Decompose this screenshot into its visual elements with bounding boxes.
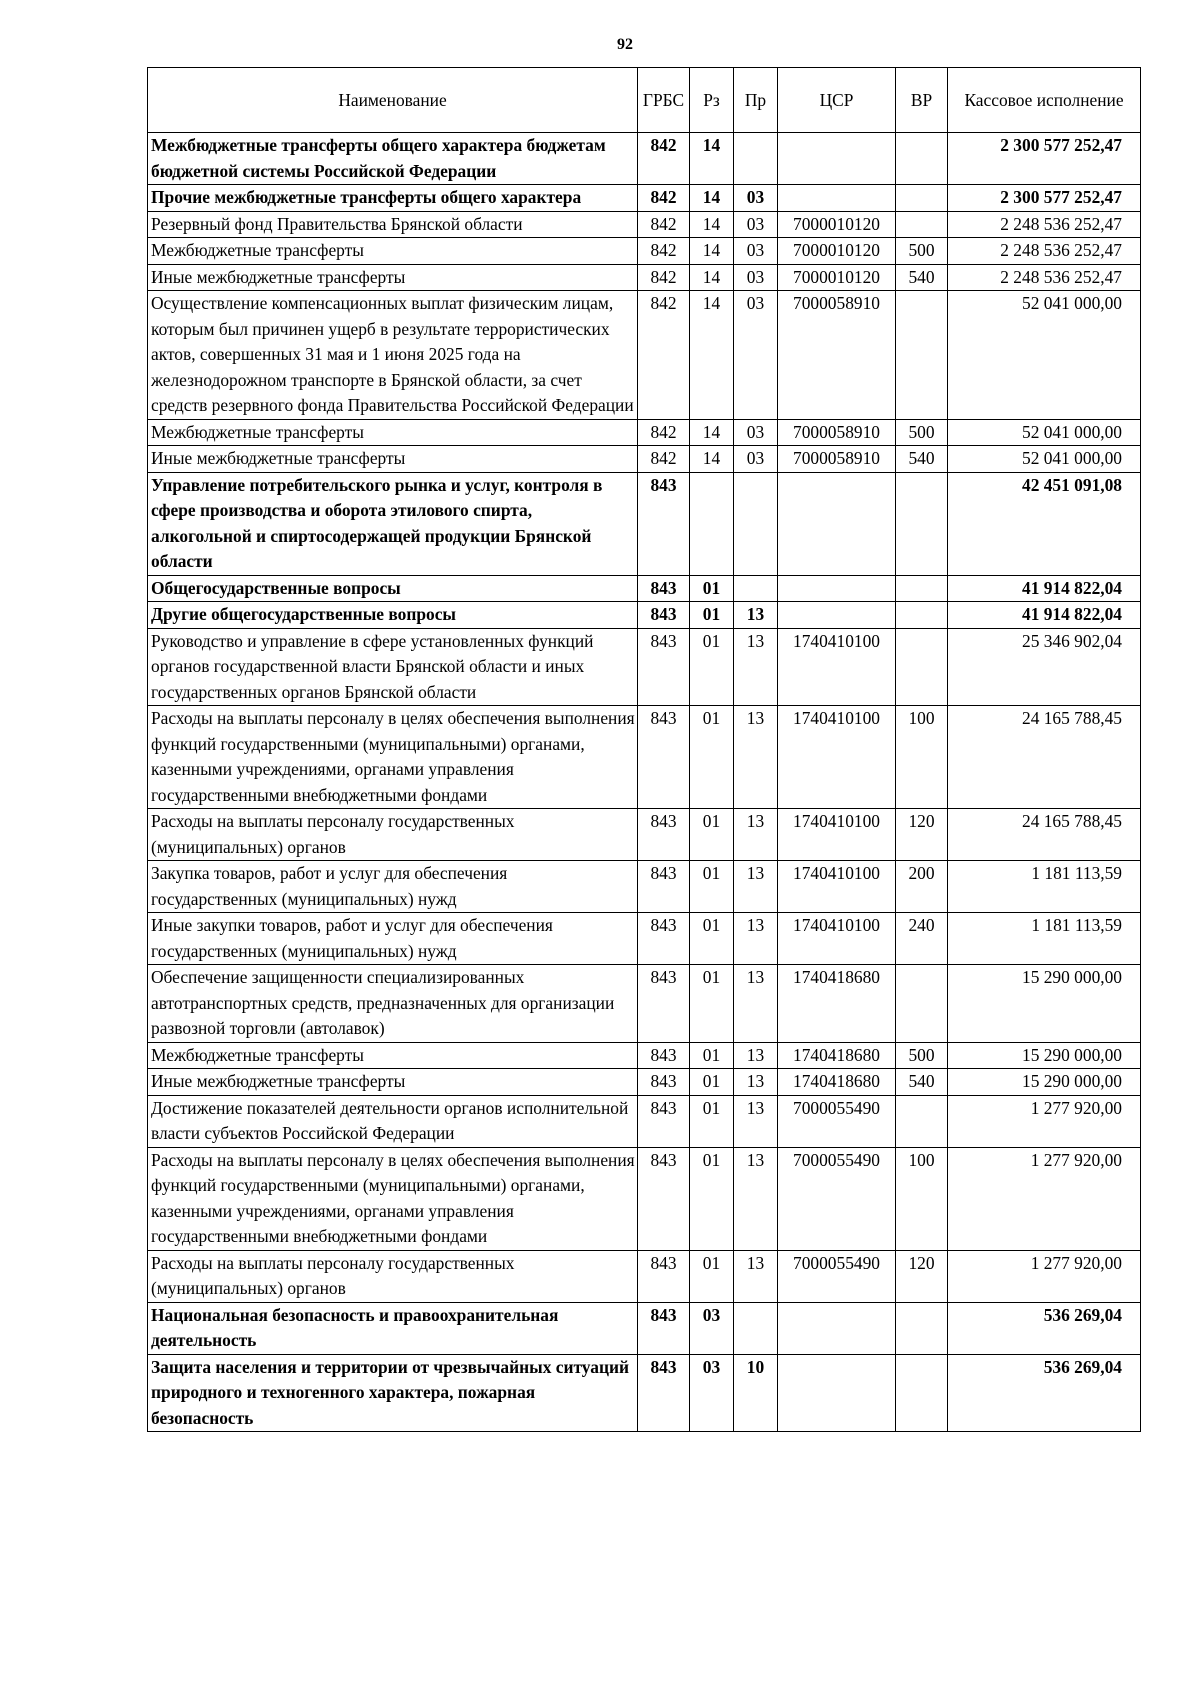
cell-name: Обеспечение защищенности специализированных автотранспортных средств, предназначенных для организации развозной торговли (автолавок)	[148, 965, 638, 1043]
table-row	[148, 575, 1141, 602]
cell-grbs: 843	[638, 861, 690, 913]
cell-csr: 1740418680	[778, 1069, 896, 1096]
cell-name: Закупка товаров, работ и услуг для обеспечения государственных (муниципальных) нужд	[148, 861, 638, 913]
cell-pr: 13	[734, 1095, 778, 1147]
cell-csr: 7000010120	[778, 211, 896, 238]
cell-rz: 14	[690, 291, 734, 420]
cell-csr	[778, 575, 896, 602]
cell-amount: 41 914 822,04	[948, 575, 1141, 602]
cell-name: Межбюджетные трансферты	[148, 238, 638, 265]
table-row	[148, 133, 1141, 185]
cell-vr	[896, 1095, 948, 1147]
cell-pr	[734, 472, 778, 575]
cell-grbs: 843	[638, 965, 690, 1043]
cell-amount: 536 269,04	[948, 1354, 1141, 1432]
cell-rz: 01	[690, 809, 734, 861]
cell-pr: 03	[734, 264, 778, 291]
cell-csr: 1740410100	[778, 628, 896, 706]
cell-pr: 13	[734, 1147, 778, 1250]
table-row	[148, 809, 1141, 861]
cell-amount: 41 914 822,04	[948, 602, 1141, 629]
cell-rz: 01	[690, 575, 734, 602]
cell-rz: 01	[690, 1147, 734, 1250]
cell-amount: 42 451 091,08	[948, 472, 1141, 575]
cell-grbs: 843	[638, 602, 690, 629]
cell-pr: 13	[734, 809, 778, 861]
cell-pr: 13	[734, 706, 778, 809]
table-row	[148, 1042, 1141, 1069]
cell-amount: 25 346 902,04	[948, 628, 1141, 706]
cell-pr: 03	[734, 211, 778, 238]
cell-vr	[896, 602, 948, 629]
table-row	[148, 472, 1141, 575]
cell-grbs: 843	[638, 472, 690, 575]
cell-csr: 7000055490	[778, 1250, 896, 1302]
table-row	[148, 1250, 1141, 1302]
table-row	[148, 1302, 1141, 1354]
cell-csr: 7000058910	[778, 419, 896, 446]
cell-amount: 1 181 113,59	[948, 913, 1141, 965]
table-header-row	[148, 68, 1141, 133]
cell-amount: 1 277 920,00	[948, 1095, 1141, 1147]
cell-pr: 03	[734, 419, 778, 446]
cell-name: Другие общегосударственные вопросы	[148, 602, 638, 629]
cell-name: Руководство и управление в сфере установленных функций органов государственной власти Брянской области и иных государственных органов Брянской области	[148, 628, 638, 706]
cell-grbs: 843	[638, 1250, 690, 1302]
cell-amount: 2 248 536 252,47	[948, 238, 1141, 265]
cell-pr: 13	[734, 1069, 778, 1096]
table-row	[148, 628, 1141, 706]
cell-grbs: 842	[638, 446, 690, 473]
cell-amount: 15 290 000,00	[948, 1069, 1141, 1096]
cell-grbs: 843	[638, 628, 690, 706]
table-row	[148, 185, 1141, 212]
cell-grbs: 842	[638, 185, 690, 212]
cell-name: Расходы на выплаты персоналу государственных (муниципальных) органов	[148, 809, 638, 861]
cell-csr: 1740410100	[778, 913, 896, 965]
table-row	[148, 1147, 1141, 1250]
cell-vr: 100	[896, 1147, 948, 1250]
cell-csr: 1740410100	[778, 861, 896, 913]
cell-amount: 1 277 920,00	[948, 1250, 1141, 1302]
cell-rz: 01	[690, 913, 734, 965]
header-rz: Рз	[690, 68, 734, 133]
cell-grbs: 842	[638, 291, 690, 420]
cell-amount: 1 181 113,59	[948, 861, 1141, 913]
table-row	[148, 913, 1141, 965]
header-grbs: ГРБС	[638, 68, 690, 133]
cell-vr: 100	[896, 706, 948, 809]
cell-rz: 01	[690, 628, 734, 706]
cell-grbs: 842	[638, 238, 690, 265]
cell-amount: 52 041 000,00	[948, 291, 1141, 420]
cell-name: Иные межбюджетные трансферты	[148, 264, 638, 291]
cell-pr: 13	[734, 602, 778, 629]
cell-grbs: 843	[638, 1302, 690, 1354]
cell-csr	[778, 133, 896, 185]
cell-rz: 01	[690, 1069, 734, 1096]
cell-grbs: 842	[638, 264, 690, 291]
cell-rz: 01	[690, 861, 734, 913]
cell-csr: 7000055490	[778, 1147, 896, 1250]
cell-amount: 2 300 577 252,47	[948, 133, 1141, 185]
cell-amount: 1 277 920,00	[948, 1147, 1141, 1250]
cell-grbs: 843	[638, 1069, 690, 1096]
cell-csr: 1740410100	[778, 809, 896, 861]
cell-name: Защита населения и территории от чрезвычайных ситуаций природного и техногенного характера, пожарная безопасность	[148, 1354, 638, 1432]
header-name: Наименование	[148, 68, 638, 133]
cell-csr: 7000010120	[778, 238, 896, 265]
table-row	[148, 1095, 1141, 1147]
cell-vr: 500	[896, 1042, 948, 1069]
cell-rz: 14	[690, 419, 734, 446]
cell-name: Межбюджетные трансферты	[148, 419, 638, 446]
table-row	[148, 1354, 1141, 1432]
cell-amount: 2 248 536 252,47	[948, 211, 1141, 238]
cell-pr: 13	[734, 1250, 778, 1302]
cell-vr	[896, 1302, 948, 1354]
header-amount: Кассовое исполнение	[948, 68, 1141, 133]
table-row	[148, 706, 1141, 809]
cell-pr	[734, 1302, 778, 1354]
cell-csr: 7000055490	[778, 1095, 896, 1147]
cell-pr: 13	[734, 861, 778, 913]
cell-name: Иные межбюджетные трансферты	[148, 446, 638, 473]
cell-csr: 1740410100	[778, 706, 896, 809]
cell-rz: 01	[690, 965, 734, 1043]
cell-pr	[734, 575, 778, 602]
table-row	[148, 264, 1141, 291]
cell-grbs: 843	[638, 913, 690, 965]
cell-grbs: 842	[638, 133, 690, 185]
cell-vr	[896, 291, 948, 420]
cell-csr: 1740418680	[778, 965, 896, 1043]
cell-amount: 52 041 000,00	[948, 419, 1141, 446]
cell-rz: 01	[690, 1042, 734, 1069]
cell-pr: 10	[734, 1354, 778, 1432]
cell-pr: 03	[734, 238, 778, 265]
cell-name: Межбюджетные трансферты	[148, 1042, 638, 1069]
cell-amount: 24 165 788,45	[948, 706, 1141, 809]
cell-grbs: 843	[638, 809, 690, 861]
cell-rz: 01	[690, 1250, 734, 1302]
cell-vr: 540	[896, 1069, 948, 1096]
cell-vr: 200	[896, 861, 948, 913]
cell-rz: 01	[690, 1095, 734, 1147]
cell-amount: 15 290 000,00	[948, 965, 1141, 1043]
cell-name: Прочие межбюджетные трансферты общего характера	[148, 185, 638, 212]
cell-pr	[734, 133, 778, 185]
cell-grbs: 843	[638, 1354, 690, 1432]
cell-vr: 500	[896, 238, 948, 265]
cell-name: Достижение показателей деятельности органов исполнительной власти субъектов Российской Федерации	[148, 1095, 638, 1147]
cell-vr	[896, 575, 948, 602]
cell-vr: 120	[896, 809, 948, 861]
table-row	[148, 861, 1141, 913]
header-vr: ВР	[896, 68, 948, 133]
cell-rz: 14	[690, 211, 734, 238]
cell-csr	[778, 1302, 896, 1354]
cell-pr: 13	[734, 965, 778, 1043]
cell-grbs: 843	[638, 1095, 690, 1147]
cell-rz: 03	[690, 1302, 734, 1354]
header-pr: Пр	[734, 68, 778, 133]
cell-name: Иные закупки товаров, работ и услуг для обеспечения государственных (муниципальных) нужд	[148, 913, 638, 965]
cell-rz: 14	[690, 238, 734, 265]
cell-rz: 01	[690, 602, 734, 629]
cell-name: Расходы на выплаты персоналу в целях обеспечения выполнения функций государственными (муниципальными) органами, казенными учреждениями, органами управления государственными внебюджетными фондами	[148, 1147, 638, 1250]
cell-rz: 14	[690, 133, 734, 185]
cell-vr: 500	[896, 419, 948, 446]
cell-pr: 13	[734, 913, 778, 965]
cell-name: Расходы на выплаты персоналу государственных (муниципальных) органов	[148, 1250, 638, 1302]
cell-csr	[778, 1354, 896, 1432]
cell-name: Резервный фонд Правительства Брянской области	[148, 211, 638, 238]
cell-rz: 14	[690, 264, 734, 291]
cell-name: Межбюджетные трансферты общего характера бюджетам бюджетной системы Российской Федерации	[148, 133, 638, 185]
cell-grbs: 843	[638, 1042, 690, 1069]
cell-grbs: 842	[638, 419, 690, 446]
cell-amount: 52 041 000,00	[948, 446, 1141, 473]
cell-grbs: 843	[638, 1147, 690, 1250]
cell-amount: 2 300 577 252,47	[948, 185, 1141, 212]
cell-name: Управление потребительского рынка и услуг, контроля в сфере производства и оборота этилового спирта, алкогольной и спиртосодержащей продукции Брянской области	[148, 472, 638, 575]
cell-rz: 01	[690, 706, 734, 809]
cell-pr: 13	[734, 1042, 778, 1069]
page-number: 92	[617, 36, 633, 53]
cell-csr: 1740418680	[778, 1042, 896, 1069]
cell-grbs: 842	[638, 211, 690, 238]
cell-rz: 14	[690, 185, 734, 212]
table-row	[148, 965, 1141, 1043]
cell-name: Национальная безопасность и правоохранительная деятельность	[148, 1302, 638, 1354]
cell-name: Расходы на выплаты персоналу в целях обеспечения выполнения функций государственными (муниципальными) органами, казенными учреждениями, органами управления государственными внебюджетными фондами	[148, 706, 638, 809]
cell-amount: 536 269,04	[948, 1302, 1141, 1354]
cell-pr: 03	[734, 291, 778, 420]
table-row	[148, 446, 1141, 473]
cell-vr	[896, 1354, 948, 1432]
cell-vr: 240	[896, 913, 948, 965]
cell-pr: 03	[734, 446, 778, 473]
cell-rz: 14	[690, 446, 734, 473]
cell-vr	[896, 628, 948, 706]
cell-amount: 24 165 788,45	[948, 809, 1141, 861]
cell-grbs: 843	[638, 706, 690, 809]
cell-csr	[778, 602, 896, 629]
cell-pr: 03	[734, 185, 778, 212]
cell-csr: 7000058910	[778, 446, 896, 473]
cell-amount: 2 248 536 252,47	[948, 264, 1141, 291]
cell-csr: 7000010120	[778, 264, 896, 291]
table-body	[148, 133, 1141, 1432]
cell-pr: 13	[734, 628, 778, 706]
cell-vr	[896, 472, 948, 575]
cell-name: Осуществление компенсационных выплат физическим лицам, которым был причинен ущерб в результате террористических актов, совершенных 31 мая и 1 июня 2025 года на железнодорожном транспорте в Брянской области, за счет средств резервного фонда Правительства Российской Федерации	[148, 291, 638, 420]
cell-rz	[690, 472, 734, 575]
table-row	[148, 1069, 1141, 1096]
cell-csr	[778, 472, 896, 575]
cell-vr: 540	[896, 446, 948, 473]
cell-vr	[896, 185, 948, 212]
table-row	[148, 602, 1141, 629]
cell-csr	[778, 185, 896, 212]
cell-vr: 120	[896, 1250, 948, 1302]
budget-table	[147, 67, 1141, 1432]
cell-vr	[896, 133, 948, 185]
table-row	[148, 419, 1141, 446]
cell-name: Общегосударственные вопросы	[148, 575, 638, 602]
cell-grbs: 843	[638, 575, 690, 602]
cell-csr: 7000058910	[778, 291, 896, 420]
cell-rz: 03	[690, 1354, 734, 1432]
cell-vr	[896, 965, 948, 1043]
cell-amount: 15 290 000,00	[948, 1042, 1141, 1069]
table-row	[148, 211, 1141, 238]
cell-vr	[896, 211, 948, 238]
table-row	[148, 291, 1141, 420]
header-csr: ЦСР	[778, 68, 896, 133]
cell-vr: 540	[896, 264, 948, 291]
cell-name: Иные межбюджетные трансферты	[148, 1069, 638, 1096]
table-row	[148, 238, 1141, 265]
